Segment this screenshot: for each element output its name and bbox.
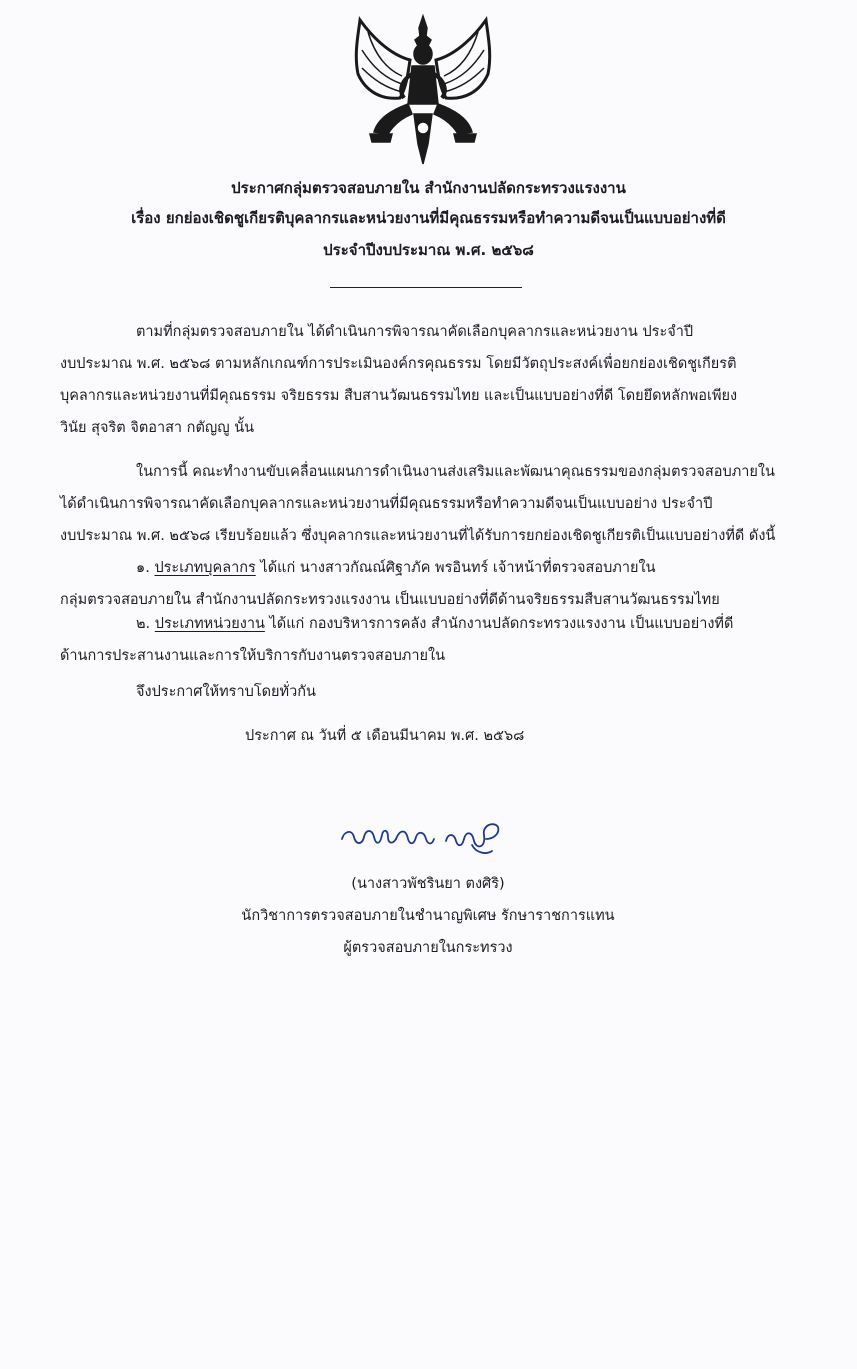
para1-line: วินัย สุจริต จิตอาสา กตัญญู นั้น [60, 420, 255, 436]
para2-line: ในการนี้ คณะทำงานขับเคลื่อนแผนการดำเนินงานส่งเสริมและพัฒนาคุณธรรมของกลุ่มตรวจสอบภายใน [136, 464, 775, 480]
para1-line: ตามที่กลุ่มตรวจสอบภายใน ได้ดำเนินการพิจารณาคัดเลือกบุคลากรและหน่วยงาน ประจำปี [136, 324, 694, 340]
announcement-issuer: ประกาศกลุ่มตรวจสอบภายใน สำนักงานปลัดกระทรวงแรงงาน [231, 179, 626, 197]
para2-line: งบประมาณ พ.ศ. ๒๕๖๘ เรียบร้อยแล้ว ซึ่งบุคลากรและหน่วยงานที่ได้รับการยกย่องเชิดชูเกียรติเป็นแบบอย่างที่ดี ดังนี้ [60, 528, 776, 544]
handwritten-signature [336, 815, 506, 859]
announcement-fiscal-year: ประจำปีงบประมาณ พ.ศ. ๒๕๖๘ [323, 241, 534, 259]
item-unit [136, 612, 733, 635]
category-unit-label: ประเภทหน่วยงาน [154, 616, 265, 632]
item-personnel [136, 556, 656, 579]
signer-position-acting: ผู้ตรวจสอบภายในกระทรวง [343, 940, 513, 956]
item-unit-text: ได้แก่ กองบริหารการคลัง สำนักงานปลัดกระทรวงแรงงาน เป็นแบบอย่างที่ดี [264, 616, 734, 632]
para1-line: บุคลากรและหน่วยงานที่มีคุณธรรม จริยธรรม สืบสานวัฒนธรรมไทย และเป็นแบบอย่างที่ดี โดยยึดหลักพอเพียง [60, 388, 738, 404]
item-number: ๑. [136, 560, 150, 576]
item-personnel-text: ได้แก่ นางสาวกัณณ์ศิฐาภัค พรอินทร์ เจ้าหน้าที่ตรวจสอบภายใน [255, 560, 656, 576]
title-divider [330, 287, 522, 288]
para1-line: งบประมาณ พ.ศ. ๒๕๖๘ ตามหลักเกณฑ์การประเมินองค์กรคุณธรรม โดยมีวัตถุประสงค์เพื่อยกย่องเชิดชูเกียรติ [60, 356, 737, 372]
garuda-emblem-icon [348, 14, 498, 166]
item-number: ๒. [136, 616, 151, 632]
announcement-date: ประกาศ ณ วันที่ ๕ เดือนมีนาคม พ.ศ. ๒๕๖๘ [245, 728, 525, 744]
closing-statement: จึงประกาศให้ทราบโดยทั่วกัน [136, 684, 316, 700]
item-personnel-cont: กลุ่มตรวจสอบภายใน สำนักงานปลัดกระทรวงแรงงาน เป็นแบบอย่างที่ดีด้านจริยธรรมสืบสานวัฒนธรรมไทย [60, 592, 720, 608]
item-unit-cont: ด้านการประสานงานและการให้บริการกับงานตรวจสอบภายใน [60, 648, 445, 664]
signer-position: นักวิชาการตรวจสอบภายในชำนาญพิเศษ รักษาราชการแทน [241, 908, 615, 924]
category-personnel-label: ประเภทบุคลากร [154, 560, 256, 576]
signer-name: (นางสาวพัชรินยา ตงศิริ) [351, 876, 505, 892]
para2-line: ได้ดำเนินการพิจารณาคัดเลือกบุคลากรและหน่วยงานที่มีคุณธรรมหรือทำความดีจนเป็นแบบอย่าง ประจำปี [60, 496, 713, 512]
announcement-subject: เรื่อง ยกย่องเชิดชูเกียรติบุคลากรและหน่วยงานที่มีคุณธรรมหรือทำความดีจนเป็นแบบอย่างที่ดี [131, 209, 726, 227]
